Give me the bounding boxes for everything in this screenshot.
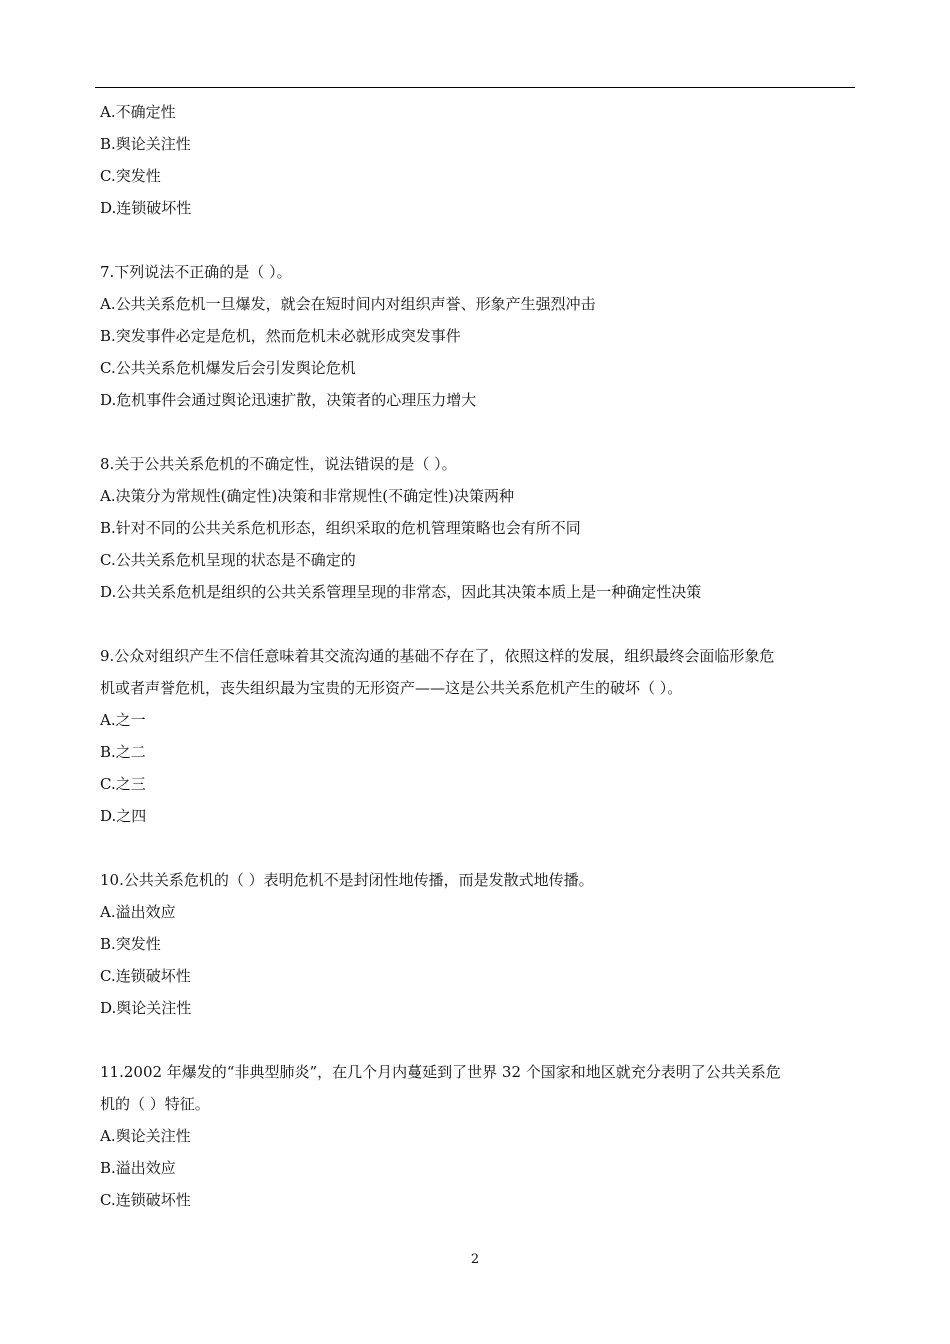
option-line: D.连锁破坏性 — [100, 199, 192, 217]
option-line: D.危机事件会通过舆论迅速扩散，决策者的心理压力增大 — [100, 391, 477, 409]
question-7 — [100, 256, 855, 416]
spacer — [100, 416, 855, 448]
option-line: C.突发性 — [100, 167, 161, 185]
option-line: C.连锁破坏性 — [100, 1191, 191, 1209]
option-line: B.针对不同的公共关系危机形态，组织采取的危机管理策略也会有所不同 — [100, 519, 581, 537]
spacer — [100, 224, 855, 256]
document-body — [100, 96, 855, 1216]
option-line: A.不确定性 — [100, 103, 176, 121]
question-stem: 8.关于公共关系危机的不确定性，说法错误的是（ ）。 — [100, 455, 457, 473]
question-11 — [100, 1056, 855, 1216]
option-line: C.公共关系危机爆发后会引发舆论危机 — [100, 359, 356, 377]
option-line: C.公共关系危机呈现的状态是不确定的 — [100, 551, 356, 569]
option-line: B.突发事件必定是危机，然而危机未必就形成突发事件 — [100, 327, 461, 345]
question-stem-continued: 机或者声誉危机，丧失组织最为宝贵的无形资产——这是公共关系危机产生的破坏（ ）。 — [100, 679, 683, 697]
option-line: A.决策分为常规性(确定性)决策和非常规性(不确定性)决策两种 — [100, 487, 515, 505]
question-stem: 11.2002 年爆发的“非典型肺炎”，在几个月内蔓延到了世界 32 个国家和地区就充分表明了公共关系危 — [100, 1063, 781, 1081]
option-line: C.连锁破坏性 — [100, 967, 191, 985]
question-stem: 9.公众对组织产生不信任意味着其交流沟通的基础不存在了，依照这样的发展，组织最终会面临形象危 — [100, 647, 775, 665]
option-line: A.之一 — [100, 711, 146, 729]
option-line: D.公共关系危机是组织的公共关系管理呈现的非常态，因此其决策本质上是一种确定性决策 — [100, 583, 702, 601]
question-10 — [100, 864, 855, 1024]
question-stem: 10.公共关系危机的（ ）表明危机不是封闭性地传播，而是发散式地传播。 — [100, 871, 594, 889]
spacer — [100, 832, 855, 864]
page-number: 2 — [470, 1252, 480, 1267]
question-stem-continued: 机的（ ）特征。 — [100, 1095, 210, 1113]
spacer — [100, 1024, 855, 1056]
option-line: C.之三 — [100, 775, 146, 793]
option-line: B.之二 — [100, 743, 146, 761]
question-stem: 7.下列说法不正确的是（ ）。 — [100, 263, 292, 281]
spacer — [100, 608, 855, 640]
option-line: B.突发性 — [100, 935, 161, 953]
option-line: B.溢出效应 — [100, 1159, 176, 1177]
question-9 — [100, 640, 855, 832]
question-8 — [100, 448, 855, 608]
header-rule — [95, 87, 855, 88]
option-line: A.舆论关注性 — [100, 1127, 191, 1145]
option-line: D.之四 — [100, 807, 147, 825]
option-line: B.舆论关注性 — [100, 135, 191, 153]
option-line: A.公共关系危机一旦爆发，就会在短时间内对组织声誉、形象产生强烈冲击 — [100, 295, 596, 313]
option-line: A.溢出效应 — [100, 903, 176, 921]
previous-question-options — [100, 96, 855, 224]
option-line: D.舆论关注性 — [100, 999, 192, 1017]
